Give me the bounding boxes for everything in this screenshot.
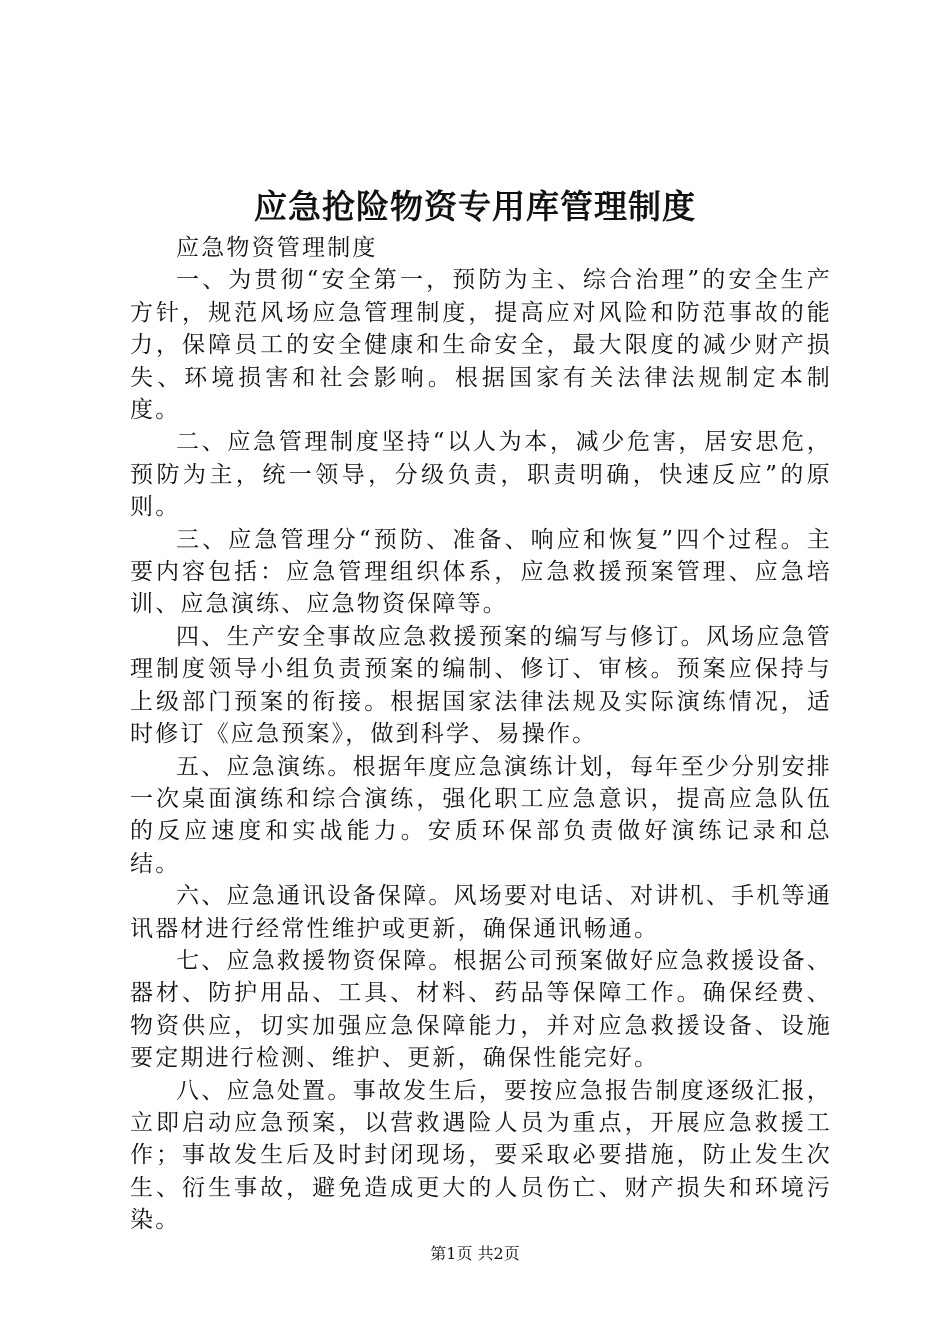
paragraph-3: 三、应急管理分“预防、准备、响应和恢复”四个过程。主要内容包括：应急管理组织体系，应急救援预案管理、应急培训、应急演练、应急物资保障等。 — [130, 526, 832, 618]
paragraph-2: 二、应急管理制度坚持“以人为本，减少危害，居安思危，预防为主，统一领导，分级负责，职责明确，快速反应”的原则。 — [130, 429, 832, 521]
document-body — [130, 232, 832, 1237]
page-number-footer: 第1页 共2页 — [430, 1244, 520, 1263]
paragraph-4: 四、生产安全事故应急救援预案的编写与修订。风场应急管理制度领导小组负责预案的编制、修订、审核。预案应保持与上级部门预案的衔接。根据国家法律法规及实际演练情况，适时修订《应急预案》，做到科学、易操作。 — [130, 623, 832, 748]
paragraph-8: 八、应急处置。事故发生后，要按应急报告制度逐级汇报，立即启动应急预案，以营救遇险人员为重点，开展应急救援工作；事故发生后及时封闭现场，要采取必要措施，防止发生次生、衍生事故，避免造成更大的人员伤亡、财产损失和环境污染。 — [130, 1077, 832, 1234]
paragraph-6: 六、应急通讯设备保障。风场要对电话、对讲机、手机等通讯器材进行经常性维护或更新，确保通讯畅通。 — [130, 883, 832, 942]
paragraph-5: 五、应急演练。根据年度应急演练计划，每年至少分别安排一次桌面演练和综合演练，强化职工应急意识，提高应急队伍的反应速度和实战能力。安质环保部负责做好演练记录和总结。 — [130, 753, 832, 877]
paragraph-1: 一、为贯彻“安全第一，预防为主、综合治理”的安全生产方针，规范风场应急管理制度，提高应对风险和防范事故的能力，保障员工的安全健康和生命安全，最大限度的减少财产损失、环境损害和社会影响。根据国家有关法律法规制定本制度。 — [130, 267, 832, 424]
paragraph-7: 七、应急救援物资保障。根据公司预案做好应急救援设备、器材、防护用品、工具、材料、药品等保障工作。确保经费、物资供应，切实加强应急保障能力，并对应急救援设备、设施要定期进行检测、维护、更新，确保性能完好。 — [130, 947, 832, 1072]
document-subtitle: 应急物资管理制度 — [176, 235, 378, 261]
document-title: 应急抢险物资专用库管理制度 — [254, 187, 696, 226]
